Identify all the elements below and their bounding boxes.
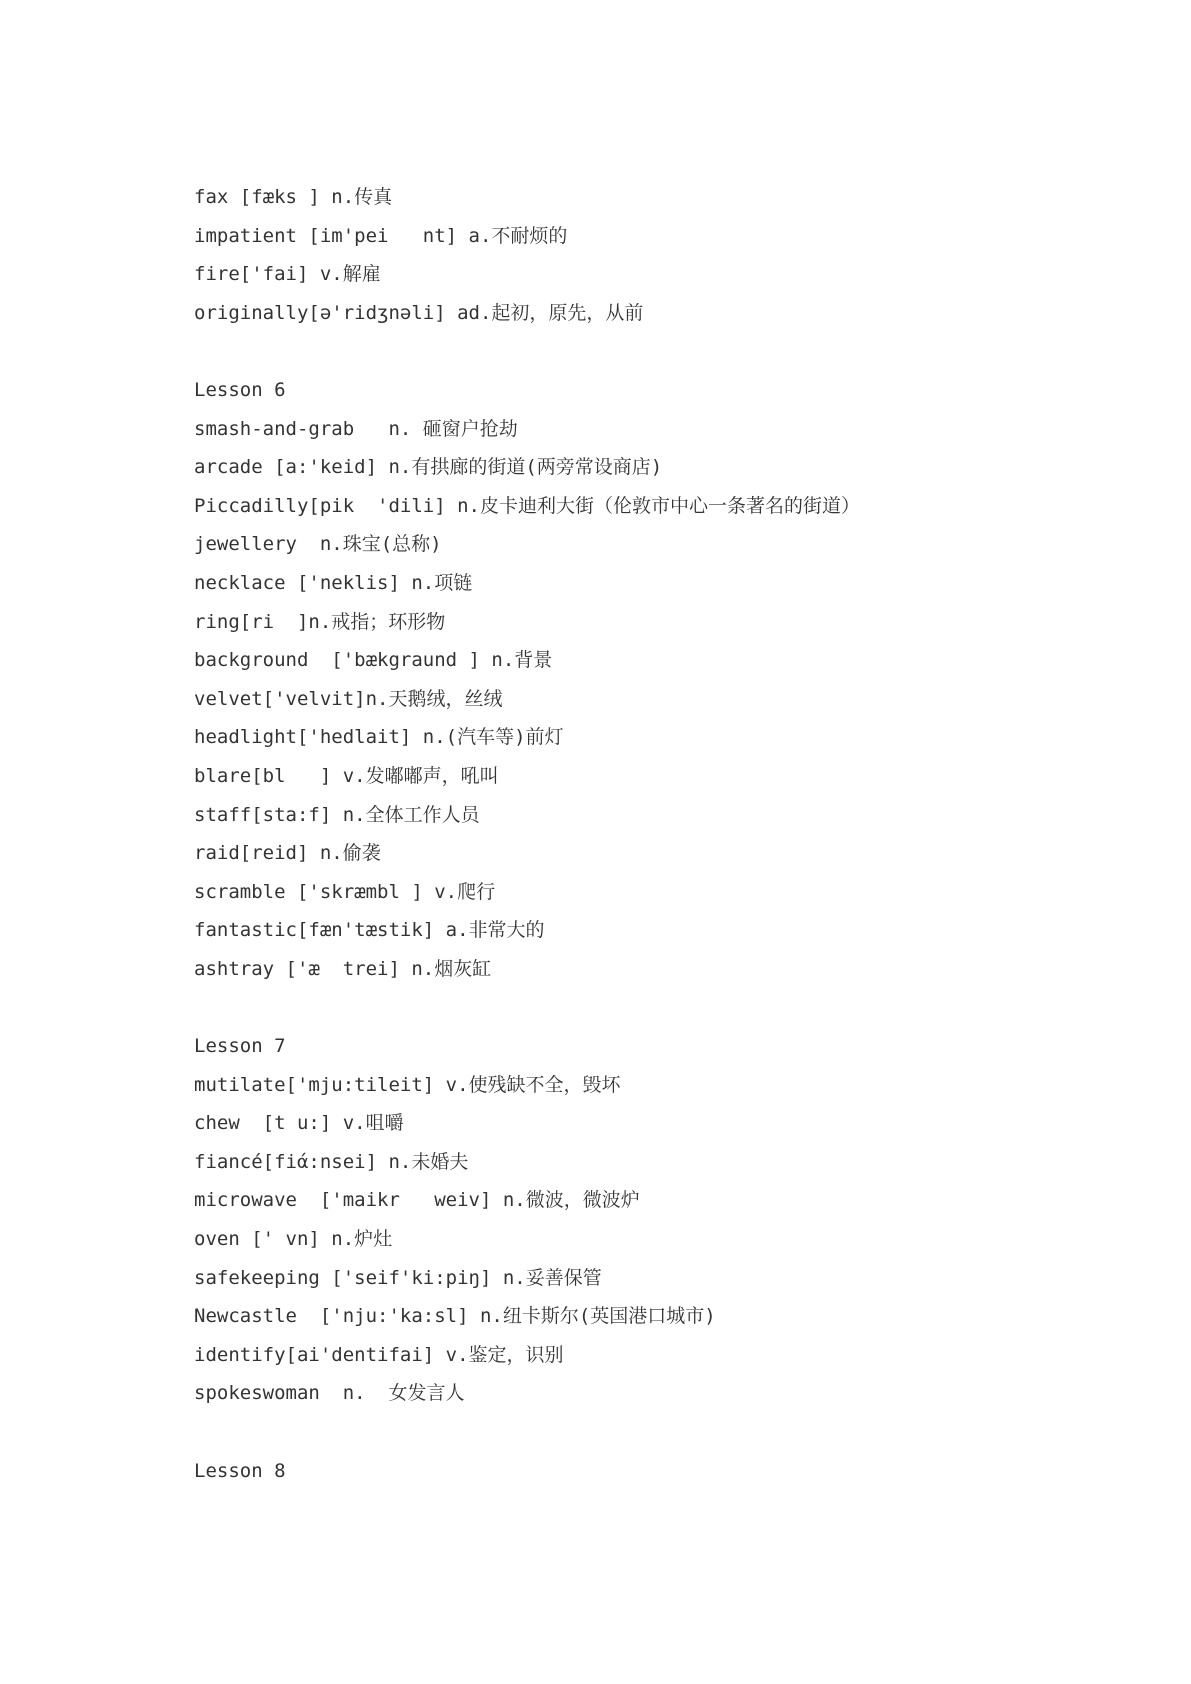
lesson-heading-7: Lesson 7	[194, 1035, 286, 1058]
vocab-entry-fax: fax [fæks ] n.传真	[194, 186, 393, 208]
vocab-entry-velvet: velvet['velvit]n.天鹅绒，丝绒	[194, 687, 503, 710]
vocab-entry-background: background ['bækgraund ] n.背景	[194, 649, 553, 672]
vocab-entry-fire: fire['fai] v.解雇	[194, 263, 381, 286]
vocab-entry-piccadilly: Piccadilly[pik 'dili] n.皮卡迪利大街（伦敦市中心一条著名的街道）	[194, 494, 860, 517]
vocab-entry-impatient: impatient [im'pei nt] a.不耐烦的	[194, 224, 568, 247]
vocab-entry-jewellery: jewellery n.珠宝(总称)	[194, 533, 442, 556]
vocab-entry-microwave: microwave ['maikr weiv] n.微波，微波炉	[194, 1189, 640, 1212]
vocab-entry-ashtray: ashtray ['æ trei] n.烟灰缸	[194, 957, 492, 980]
vocab-entry-raid: raid[reid] n.偷袭	[194, 842, 381, 865]
vocabulary-page	[194, 178, 1094, 1490]
vocab-entry-ring: ring[ri ]n.戒指；环形物	[194, 610, 446, 633]
vocab-entry-chew: chew [t u:] v.咀嚼	[194, 1112, 404, 1135]
lesson-heading-8: Lesson 8	[194, 1459, 286, 1482]
vocab-entry-fiance: fiancé[fiά:nsei] n.未婚夫	[194, 1150, 469, 1173]
vocab-entry-originally: originally[ə'ridʒnəli] ad.起初，原先，从前	[194, 301, 644, 324]
vocab-entry-safekeeping: safekeeping ['seif'ki:piŋ] n.妥善保管	[194, 1266, 602, 1289]
vocab-entry-scramble: scramble ['skræmbl ] v.爬行	[194, 880, 496, 903]
vocab-entry-fantastic: fantastic[fæn'tæstik] a.非常大的	[194, 919, 545, 942]
vocab-entry-headlight: headlight['hedlait] n.(汽车等)前灯	[194, 726, 564, 749]
spacer	[194, 988, 1094, 1027]
spacer	[194, 332, 1094, 371]
vocab-entry-newcastle: Newcastle ['nju:'ka:sl] n.纽卡斯尔(英国港口城市)	[194, 1305, 716, 1328]
vocab-entry-oven: oven [' vn] n.炉灶	[194, 1228, 393, 1251]
vocab-entry-staff: staff[sta:f] n.全体工作人员	[194, 803, 480, 826]
lesson-heading-6: Lesson 6	[194, 378, 286, 401]
vocab-entry-blare: blare[bl ] v.发嘟嘟声，吼叫	[194, 764, 499, 787]
vocab-entry-necklace: necklace ['neklis] n.项链	[194, 571, 473, 594]
vocab-entry-arcade: arcade [a:'keid] n.有拱廊的街道(两旁常设商店)	[194, 456, 663, 479]
spacer	[194, 1413, 1094, 1452]
vocab-entry-spokeswoman: spokeswoman n. 女发言人	[194, 1382, 465, 1405]
vocab-entry-identify: identify[ai'dentifai] v.鉴定，识别	[194, 1343, 564, 1366]
vocab-entry-smash-and-grab: smash-and-grab n. 砸窗户抢劫	[194, 417, 518, 440]
vocab-entry-mutilate: mutilate['mju:tileit] v.使残缺不全，毁坏	[194, 1073, 621, 1096]
